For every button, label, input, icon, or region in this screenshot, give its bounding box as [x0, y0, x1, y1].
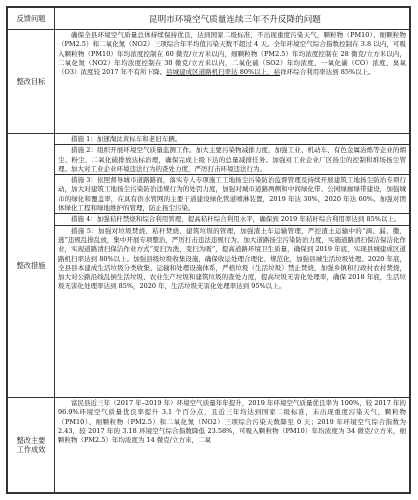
- issue-title: 昆明市环境空气质量连续三年不升反降的问题: [55, 8, 410, 30]
- measure-item-1: 措施 1：加速淘汰黄标车和老旧车辆。: [71, 135, 182, 143]
- results-label-line1: 整改主要: [16, 436, 46, 445]
- rectification-table-grid: [7, 7, 410, 493]
- goal-text: [55, 30, 409, 77]
- goal-label: 整改目标: [8, 30, 55, 134]
- goal-text-end: 祥环综合利用率达到 85%以上。: [280, 68, 375, 77]
- measures-label: 整改措施: [8, 134, 55, 398]
- measure-item-5: 措施 5：加强对垃圾焚烧、秸秆焚烧、建筑垃圾的管理，加强渣土车运输管理，严控渣土运输中的“滴、漏、撒、逃”违规乱排乱放，集中开展专项整治，严厉打击违法违规行为，加大道路扬尘污染防治力度，实施道路清扫保洁保洁化作业，实现道路清扫保洁作业方式“变扫为洗、变扫为吸”，提高道路环境卫生质量，确保到 2019 年底，实现县城建成区道路机扫率达到 80%以上。加强县级垃圾收集设施，确保收运处理合理化、规范化，加强县城生活垃圾处理。2020 年底，全县县本建成生活垃圾分类收集、运输和处理设施体系，严格垃圾（生活垃圾）禁止焚烧，加强乡镇和行政村农村焚烧，加大对公路沿线乱倒生活垃圾、农业生产垃圾和建筑垃圾的查处力度，提高垃圾无害化处理率，确保 2018 年底，生活垃圾无害化处理率达到 85%，2020 年，生活垃圾无害化处理率达到 95%以上。: [55, 225, 409, 292]
- header-label: 反馈问题: [8, 8, 55, 30]
- results-text: 富民县近三年（2017 年–2019 年）环境空气质量年年提升，2019 年环境空气质量优良率为 100%，较 2017 年的 96.9%环境空气质量优良率提升 3.1 个百分点，且近三年均达到国家二级标准，未出现重度污染天气，颗粒物（PM10）、细颗粒物（PM2.5）和二氧化氮（NO2）三项综合污染天数降至 0 天；2019 年环境空气综合指数为 2.43，较 2017 年的 3.18 环境空气综合指数降低 23.58%，可吸入颗粒物（PM10）年均浓度为 34 微克/立方米，细颗粒物（PM2.5）年均浓度为 14 微克/立方米，二氧: [58, 399, 406, 445]
- results-cell: [55, 398, 410, 493]
- measure-item-4: 措施 4：加强秸秆禁烧和综合利用管理，提高秸秆综合利用水平，确保到 2019 年秸秆综合利用率达到 85%以上。: [55, 213, 409, 224]
- goal-cell: [55, 30, 410, 134]
- measure-item-3: 措施 3：依照督导城市道路路面，落实专人专项施工工地扬尘污染防治监督管理及持续开展建筑工地扬尘防治专项行动，加大对建筑工地扬尘污染防治违规行为的处罚力度，加强对城市道路两侧和中间绿化带、公园绿廊绿带建设，加强城市的绿化和覆盖率，在具有供水管网的主要干道建设绿化管道喷淋装置，2019 年达 30%，2020 年达 60%。加强对团体绿化工程和绿地维护的管理，防止扬尘污染。: [55, 174, 409, 213]
- measure-item-2: 措施 2：组织开展环境空气质量监测工作。加大主要污染物减排力度，加强工业、机动车、有色金属冶炼等企业的烟尘、粉尘、二氧化硫排放达标治理，确保完成上级下达的总量减排任务。加强对工业企业厂区扬尘的控制和堆场扬尘管理。加大对工业企业环境违法行为的查处力度，严厉打击环境违法行为。: [55, 144, 409, 174]
- goal-text-underlined: 县城建成区道路机扫率达 80%以上，裕: [166, 68, 281, 77]
- measures-cell: [55, 134, 410, 398]
- rectification-table: [6, 6, 411, 494]
- results-label: [8, 398, 55, 493]
- goal-text-main: 确保全县环境空气质量总体持续保持优良，达到国家二级标准，不出现重度污染天气，颗粒物（PM10）、细颗粒物（PM2.5）和二氧化氮（NO2）三项综合年平均值污染天数不超过 4 天。全年环境空气综合指数控制在 3.8 以内，可吸入颗粒物（PM10）年均浓度控制在 60 微克/立方米以内，细颗粒物（PM2.5）年均浓度控制在 28 微克/立方米以内，二氧化氮（NO2）年均浓度控制在 30 微克/立方米以内，二氧化硫（SO2）年均浓度、一氧化碳（CO）浓度、臭氧（O3）浓度较 2017 年不有所下降。: [58, 31, 406, 77]
- results-label-line2: 工作成效: [16, 445, 46, 454]
